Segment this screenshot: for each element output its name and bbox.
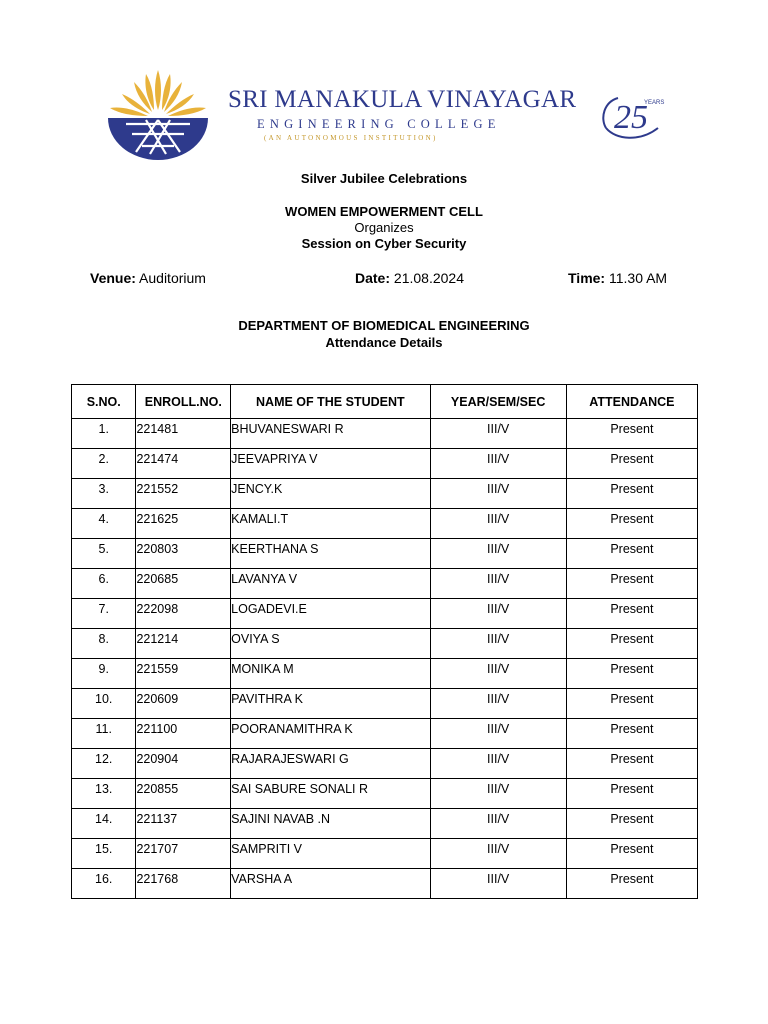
cell-enroll: 221552 — [136, 479, 231, 509]
cell-attendance: Present — [566, 419, 697, 449]
cell-year: III/V — [430, 569, 566, 599]
celebration-title: Silver Jubilee Celebrations — [300, 171, 468, 186]
table-row — [72, 539, 698, 569]
cell-name: SAI SABURE SONALI R — [231, 779, 430, 809]
time-label: Time: — [568, 270, 606, 286]
header-enroll: ENROLL.NO. — [136, 385, 231, 419]
table-row — [72, 449, 698, 479]
cell-year: III/V — [430, 449, 566, 479]
cell-sno: 7. — [72, 599, 136, 629]
jubilee-number: 25 — [614, 99, 648, 136]
cell-name: JENCY.K — [231, 479, 430, 509]
cell-attendance: Present — [566, 599, 697, 629]
cell-name: SAMPRITI V — [231, 839, 430, 869]
table-row — [72, 869, 698, 899]
cell-sno: 16. — [72, 869, 136, 899]
cell-enroll: 222098 — [136, 599, 231, 629]
header-name: NAME OF THE STUDENT — [231, 385, 430, 419]
cell-enroll: 221214 — [136, 629, 231, 659]
cell-name: OVIYA S — [231, 629, 430, 659]
cell-year: III/V — [430, 749, 566, 779]
college-name: SRI MANAKULA VINAYAGAR — [228, 86, 577, 113]
college-tagline: (AN AUTONOMOUS INSTITUTION) — [264, 134, 438, 142]
cell-year: III/V — [430, 509, 566, 539]
college-title-block — [228, 86, 588, 142]
cell-name: LOGADEVI.E — [231, 599, 430, 629]
cell-attendance: Present — [566, 539, 697, 569]
cell-name: MONIKA M — [231, 659, 430, 689]
cell-name: RAJARAJESWARI G — [231, 749, 430, 779]
date-label: Date: — [355, 270, 391, 286]
cell-name: POORANAMITHRA K — [231, 719, 430, 749]
cell-enroll: 220803 — [136, 539, 231, 569]
table-row — [72, 629, 698, 659]
cell-year: III/V — [430, 689, 566, 719]
cell-attendance: Present — [566, 869, 697, 899]
cell-sno: 14. — [72, 809, 136, 839]
cell-year: III/V — [430, 479, 566, 509]
cell-name: JEEVAPRIYA V — [231, 449, 430, 479]
cell-name: VARSHA A — [231, 869, 430, 899]
cell-year: III/V — [430, 809, 566, 839]
cell-enroll: 221559 — [136, 659, 231, 689]
cell-enroll: 220904 — [136, 749, 231, 779]
cell-sno: 3. — [72, 479, 136, 509]
organizes-text: Organizes — [354, 220, 414, 235]
department-title: DEPARTMENT OF BIOMEDICAL ENGINEERING — [238, 318, 530, 333]
cell-attendance: Present — [566, 749, 697, 779]
organizer-title: WOMEN EMPOWERMENT CELL — [285, 204, 483, 219]
college-subtitle: ENGINEERING COLLEGE — [257, 117, 501, 131]
silver-jubilee-emblem-icon — [596, 88, 666, 144]
cell-sno: 11. — [72, 719, 136, 749]
header-year: YEAR/SEM/SEC — [430, 385, 566, 419]
cell-attendance: Present — [566, 629, 697, 659]
cell-attendance: Present — [566, 779, 697, 809]
cell-name: SAJINI NAVAB .N — [231, 809, 430, 839]
cell-enroll: 221100 — [136, 719, 231, 749]
table-row — [72, 719, 698, 749]
date-value: 21.08.2024 — [393, 270, 464, 286]
cell-enroll: 221481 — [136, 419, 231, 449]
session-title: Session on Cyber Security — [301, 236, 467, 251]
cell-sno: 13. — [72, 779, 136, 809]
table-row — [72, 419, 698, 449]
header-attendance: ATTENDANCE — [566, 385, 697, 419]
table-row — [72, 659, 698, 689]
venue-value: Auditorium — [139, 270, 206, 286]
cell-attendance: Present — [566, 809, 697, 839]
jubilee-word: YEARS — [644, 100, 665, 106]
cell-name: BHUVANESWARI R — [231, 419, 430, 449]
cell-sno: 6. — [72, 569, 136, 599]
header-sno: S.NO. — [72, 385, 136, 419]
venue-field — [90, 270, 206, 286]
attendance-subtitle: Attendance Details — [325, 335, 443, 350]
cell-sno: 10. — [72, 689, 136, 719]
cell-sno: 12. — [72, 749, 136, 779]
letterhead — [0, 0, 768, 170]
cell-enroll: 220685 — [136, 569, 231, 599]
table-row — [72, 749, 698, 779]
cell-attendance: Present — [566, 689, 697, 719]
cell-sno: 9. — [72, 659, 136, 689]
cell-attendance: Present — [566, 719, 697, 749]
cell-enroll: 221474 — [136, 449, 231, 479]
time-value: 11.30 AM — [608, 270, 668, 286]
cell-attendance: Present — [566, 839, 697, 869]
cell-name: KAMALI.T — [231, 509, 430, 539]
cell-year: III/V — [430, 419, 566, 449]
cell-year: III/V — [430, 599, 566, 629]
cell-sno: 5. — [72, 539, 136, 569]
cell-attendance: Present — [566, 479, 697, 509]
cell-year: III/V — [430, 839, 566, 869]
cell-attendance: Present — [566, 659, 697, 689]
venue-label: Venue: — [90, 270, 136, 286]
cell-year: III/V — [430, 869, 566, 899]
cell-enroll: 221625 — [136, 509, 231, 539]
cell-name: KEERTHANA S — [231, 539, 430, 569]
attendance-table — [71, 384, 698, 899]
cell-enroll: 220609 — [136, 689, 231, 719]
table-row — [72, 809, 698, 839]
table-row — [72, 509, 698, 539]
table-header-row — [72, 385, 698, 419]
table-row — [72, 599, 698, 629]
date-field — [355, 270, 464, 286]
cell-attendance: Present — [566, 449, 697, 479]
cell-sno: 2. — [72, 449, 136, 479]
cell-year: III/V — [430, 719, 566, 749]
cell-attendance: Present — [566, 569, 697, 599]
cell-enroll: 221137 — [136, 809, 231, 839]
table-row — [72, 689, 698, 719]
cell-year: III/V — [430, 629, 566, 659]
cell-enroll: 221768 — [136, 869, 231, 899]
table-row — [72, 479, 698, 509]
cell-name: PAVITHRA K — [231, 689, 430, 719]
time-field — [568, 270, 667, 286]
cell-year: III/V — [430, 539, 566, 569]
cell-sno: 8. — [72, 629, 136, 659]
cell-enroll: 220855 — [136, 779, 231, 809]
cell-attendance: Present — [566, 509, 697, 539]
cell-year: III/V — [430, 659, 566, 689]
cell-sno: 4. — [72, 509, 136, 539]
cell-year: III/V — [430, 779, 566, 809]
cell-enroll: 221707 — [136, 839, 231, 869]
cell-name: LAVANYA V — [231, 569, 430, 599]
cell-sno: 1. — [72, 419, 136, 449]
college-logo-icon — [106, 68, 210, 160]
cell-sno: 15. — [72, 839, 136, 869]
table-row — [72, 569, 698, 599]
table-row — [72, 779, 698, 809]
table-row — [72, 839, 698, 869]
